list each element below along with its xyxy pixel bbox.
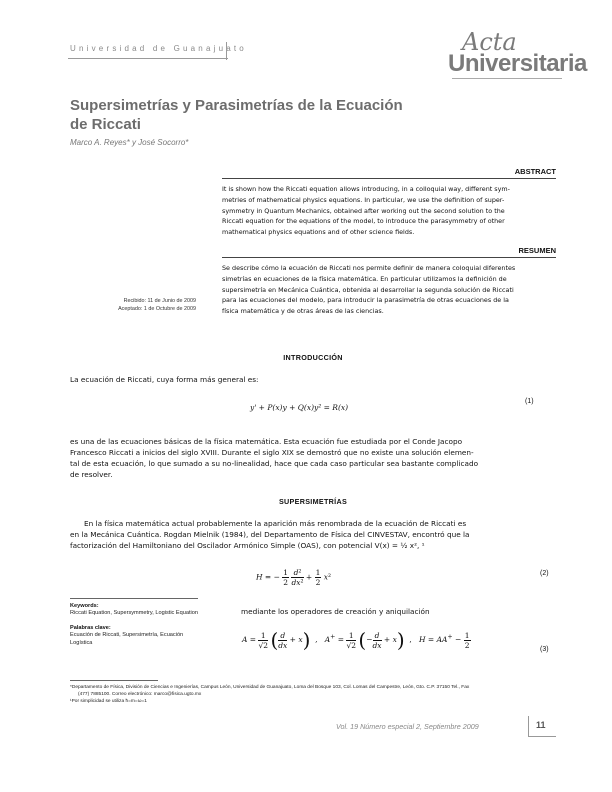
super-line: en la Mecánica Cuántica. Rogdan Mielnik (1984), del Departamento de Física del CINVESTAV, encontró que la [70, 530, 470, 539]
super-line: En la física matemática actual probablemente la aparición más renombrada de la ecuación de Riccati es [84, 519, 467, 528]
equation-3: A = $\frac{1}{√2}$ ( $\frac{d}{dx}$ + x) , A+ = $\frac{1}{√2}$ (− $\frac{d}{dx}$ + x) , H = AA+ − $\frac{1}{2}$ [242, 628, 470, 652]
equation-3-number: (3) [540, 646, 549, 653]
abstract-line: symmetry in Quantum Mechanics, obtained after working out the second solution to the [222, 206, 505, 215]
header-divider [226, 42, 227, 60]
operators-text: mediante los operadores de creación y aniquilación [241, 607, 430, 616]
footnote-rule [70, 680, 158, 681]
article-title [70, 96, 430, 134]
super-line: factorización del Hamiltoniano del Oscilador Armónico Simple (OAS), con potencial V(x) = ½ x², ¹ [70, 541, 425, 550]
intro-line: de resolver. [70, 470, 113, 479]
journal-logo-universitaria: Universitaria [448, 50, 587, 77]
intro-paragraph [70, 436, 556, 480]
footer-divider [528, 716, 529, 736]
resumen-text [222, 263, 556, 317]
title-line-2: de Riccati [70, 116, 141, 133]
accepted-date: Aceptado: 1 de Octubre de 2009 [118, 306, 196, 312]
super-paragraph [70, 518, 556, 551]
abstract-line: metries of mathematical physics equations. In particular, we use the definition of super- [222, 195, 505, 204]
abstract-rule [222, 178, 556, 179]
resumen-line: física matemática y de otras áreas de las ciencias. [222, 307, 384, 316]
equation-1-number: (1) [525, 398, 534, 405]
footer-rule [528, 736, 556, 737]
footnote-affiliation: *Departamento de Física, División de Ciencias e Ingenierías, Campus León, Universidad de Guanajuato, Loma del Bosque 103, Col. Lomas del Campestre, León, Gto. C.P. 37150 Tel., Fax [70, 685, 470, 690]
resumen-heading: RESUMEN [518, 246, 556, 255]
eq3-frac-aplus: $\frac{1}{√2}$ [346, 630, 356, 650]
footnote-units: ¹Por simplicidad se utiliza ħ=m=ω=1 [70, 699, 147, 704]
abstract-text [222, 184, 556, 238]
page-number: 11 [536, 720, 546, 730]
keywords-text: Riccati Equation, Supersymmetry, Logistic Equation [70, 610, 198, 616]
logo-underline [452, 78, 562, 82]
eq3-frac-a: $\frac{1}{√2}$ [258, 630, 269, 650]
keywords-heading: Keywords: [70, 603, 99, 609]
received-date: Recibido: 11 de Junio de 2009 [123, 298, 196, 304]
resumen-line: para las ecuaciones del modelo, para introducir la parasimetría de otras ecuaciones de la [222, 296, 509, 305]
resumen-line: simetrías en ecuaciones de la física matemática. En particular utilizamos la definición de [222, 274, 507, 283]
intro-line: Francesco Riccati a inicios del siglo XVIII. Durante el siglo XIX se demostró que no existe una solución elemen- [70, 448, 474, 457]
article-dates [90, 297, 196, 313]
journal-logo-acta: Acta [462, 28, 517, 56]
journal-info: Vol. 19 Número especial 2, Septiembre 2009 [336, 722, 479, 731]
palabras-clave-heading: Palabras clave: [70, 625, 111, 631]
intro-heading: INTRODUCCIÓN [283, 353, 343, 362]
footnote-contact: (477) 7885100. Correo electrónico: marco@fisica.ugto.mx [78, 692, 202, 697]
header-rule [68, 58, 228, 59]
intro-line: tal de esta ecuación, lo que sumado a su no-linealidad, hace que cada caso particular sea bastante complicado [70, 459, 479, 468]
intro-line: es una de las ecuaciones básicas de la física matemática. Esta ecuación fue estudiada por el Conde Jacopo [70, 437, 463, 446]
palabras-clave-text: Ecuación de Riccati, Supersimetría, Ecuación Logística [70, 632, 184, 646]
equation-2: H = − $\frac{1}{2}$ $\frac{\text{d²}}{\text{dx²}}$ + $\frac{1}{2}$ x² [256, 568, 331, 587]
eq2-lhs: H = − [256, 572, 280, 582]
abstract-line: Riccati equation for the equations of the model, to introduce the parasymmetry of other [222, 217, 505, 226]
eq2-frac-half-2: $\frac{1}{2}$ [315, 568, 321, 587]
keywords-rule [70, 598, 198, 599]
title-line-1: Supersimetrías y Parasimetrías de la Ecuación [70, 97, 403, 114]
super-heading: SUPERSIMETRÍAS [278, 497, 348, 506]
university-name: Universidad de Guanajuato [70, 44, 247, 53]
eq2-frac-deriv: $\frac{\text{d²}}{\text{dx²}}$ [291, 568, 304, 587]
abstract-line: It is shown how the Riccati equation allows introducing, in a colloquial way, different sym- [222, 185, 510, 193]
equation-2-number: (2) [540, 570, 549, 577]
abstract-heading: ABSTRACT [514, 167, 556, 176]
abstract-line: mathematical physics equations and of other science fields. [222, 228, 415, 237]
resumen-line: supersimetría en Mecánica Cuántica, obtenida al desarrollar la segunda solución de Riccati [222, 285, 514, 294]
resumen-rule [222, 257, 556, 258]
resumen-line: Se describe cómo la ecuación de Riccati nos permite definir de manera coloquial diferentes [222, 264, 516, 272]
footnotes [70, 684, 556, 705]
authors: Marco A. Reyes* y José Socorro* [70, 138, 189, 147]
eq2-frac-half: $\frac{1}{2}$ [283, 568, 289, 587]
keywords-block [70, 603, 198, 647]
eq3-frac-half: $\frac{1}{2}$ [464, 630, 470, 650]
equation-1: y' + P(x)y + Q(x)y² = R(x) [250, 403, 349, 412]
intro-lead: La ecuación de Riccati, cuya forma más general es: [70, 375, 259, 384]
